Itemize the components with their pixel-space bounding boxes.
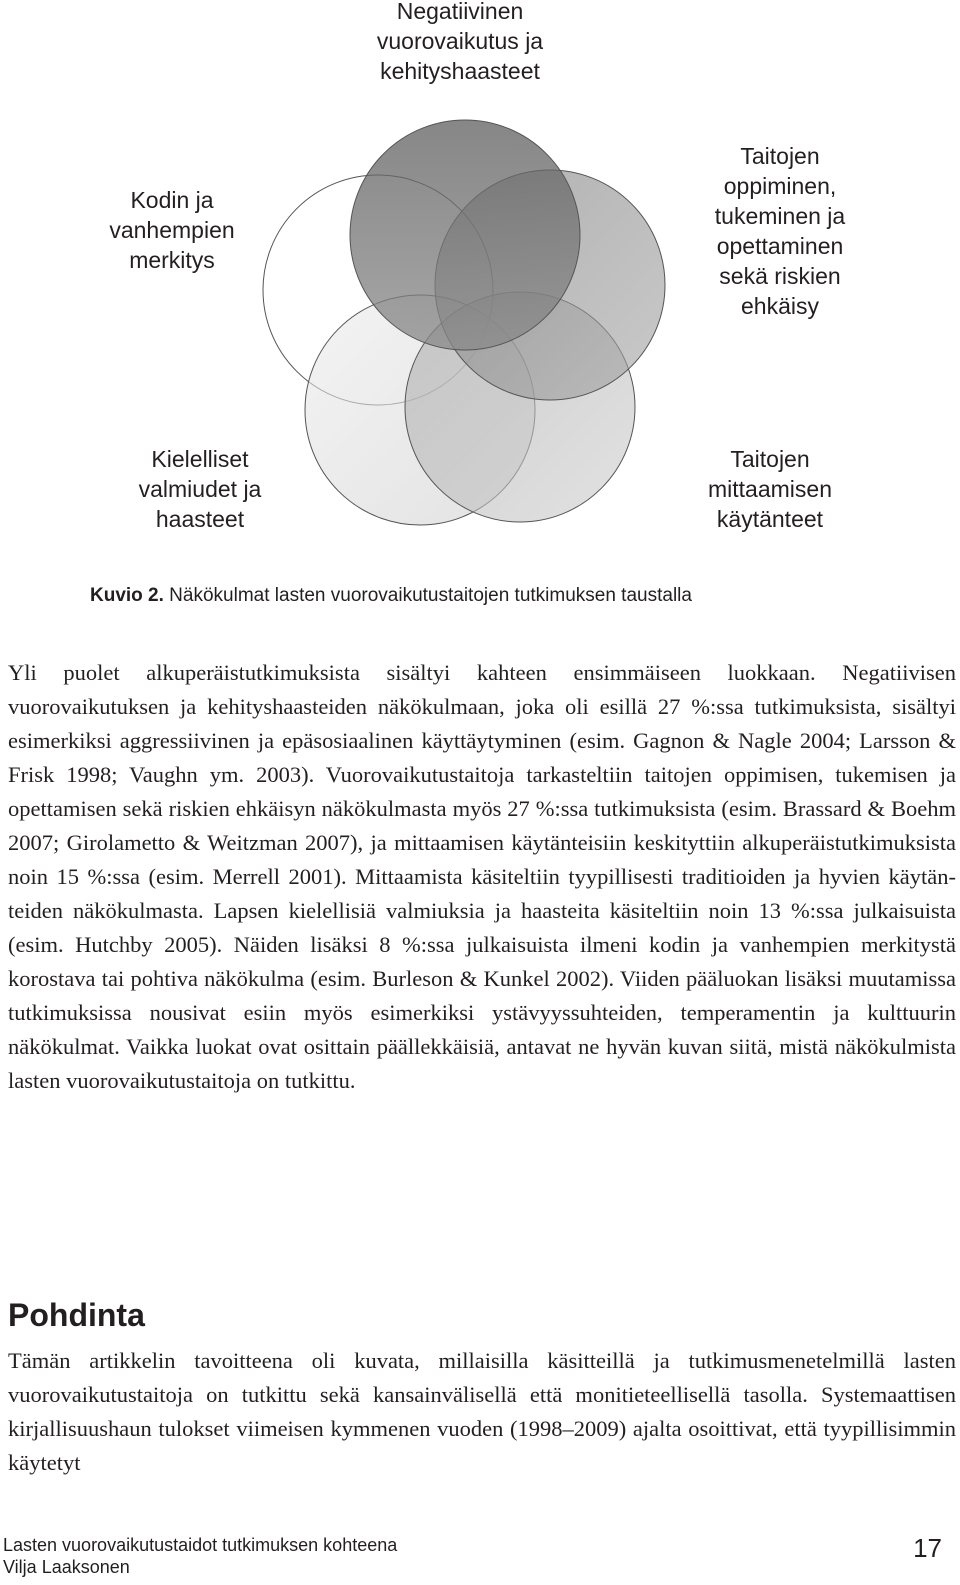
footer-title: Lasten vuorovaikutustaidot tutkimuksen kohteena (3, 1535, 398, 1555)
caption-text: Näkökulmat lasten vuorovaikutustaitojen tutkimuksen taustalla (163, 585, 692, 606)
label-right: Taitojen oppiminen, tukeminen ja opettaminen sekä riskien ehkäisy (714, 143, 846, 319)
venn-diagram (0, 0, 960, 560)
label-left: Kodin ja vanhempien merkitys (109, 187, 235, 273)
figure-caption (90, 585, 692, 607)
label-bottom-left: Kielelliset valmiudet ja haasteet (138, 446, 262, 532)
page-number: 17 (913, 1533, 942, 1563)
circle-top (350, 120, 580, 350)
body-paragraph-1: Yli puolet alkuperäistutkimuksista sisältyi kahteen ensimmäiseen luokkaan. Negatiivisen vuorovaikutuksen ja kehityshaasteiden näkökulmaan, joka oli esillä 27 %:ssa tutkimuksista, sisältyi esimerkiksi aggressiivinen ja epäsosiaalinen käyttäytyminen (esim. Gagnon & Nagle 2004; Larsson & Frisk 1998; Vaughn ym. 2003). Vuorovaikutustaitoja tarkasteltiin taitojen oppimisen, tukemisen ja opettamisen sekä riskien ehkäisyn näkökulmasta myös 27 %:ssa tutkimuksista (esim. Brassard & Boehm 2007; Girolametto & Weitzman 2007), ja mittaamisen käytänteisiin keskityttiin alkuperäistutkimuksista noin 15 %:ssa (esim. Merrell 2001). Mittaamista käsiteltiin tyypillisesti traditioiden ja hyvien käytänteiden näkökulmasta. Lapsen kielellisiä valmiuksia ja haasteita käsiteltiin noin 13 %:ssa julkaisuista (esim. Hutchby 2005). Näiden lisäksi 8 %:ssa julkaisuista ilmeni kodin ja vanhempien merkitystä korostava tai pohtiva näkökulma (esim. Burleson & Kunkel 2002). Viiden pääluokan lisäksi muutamissa tutkimuksissa nousivat esiin myös esimerkiksi ystävyyssuhteiden, temperamentin ja kulttuurin näkökulmat. Vaikka luokat ovat osittain päällekkäisiä, antavat ne hyvän kuvan siitä, mistä näkökulmista lasten vuorovaikutustaitoja on tutkittu. (8, 660, 956, 1093)
label-top: Negatiivinen vuorovaikutus ja kehityshaasteet (376, 0, 544, 84)
footer-author: Vilja Laaksonen (3, 1557, 130, 1577)
body-paragraph-2: Tämän artikkelin tavoitteena oli kuvata, millaisilla käsitteillä ja tutkimusmenetelmillä lasten vuorovaikutustaitoja on tutkittu sekä kansainvälisellä että monitieteellisellä tasolla. Systemaattisen kirjallisuushaun tulokset viimeisen kymmenen vuoden (1998–2009) ajalta osoittivat, että tyypillisimmin käytetyt (8, 1348, 956, 1475)
label-bottom-right: Taitojen mittaamisen käytänteet (708, 446, 832, 532)
footer-running-title (3, 1534, 397, 1578)
section-heading: Pohdinta (8, 1297, 145, 1333)
caption-prefix: Kuvio 2. (90, 585, 164, 606)
